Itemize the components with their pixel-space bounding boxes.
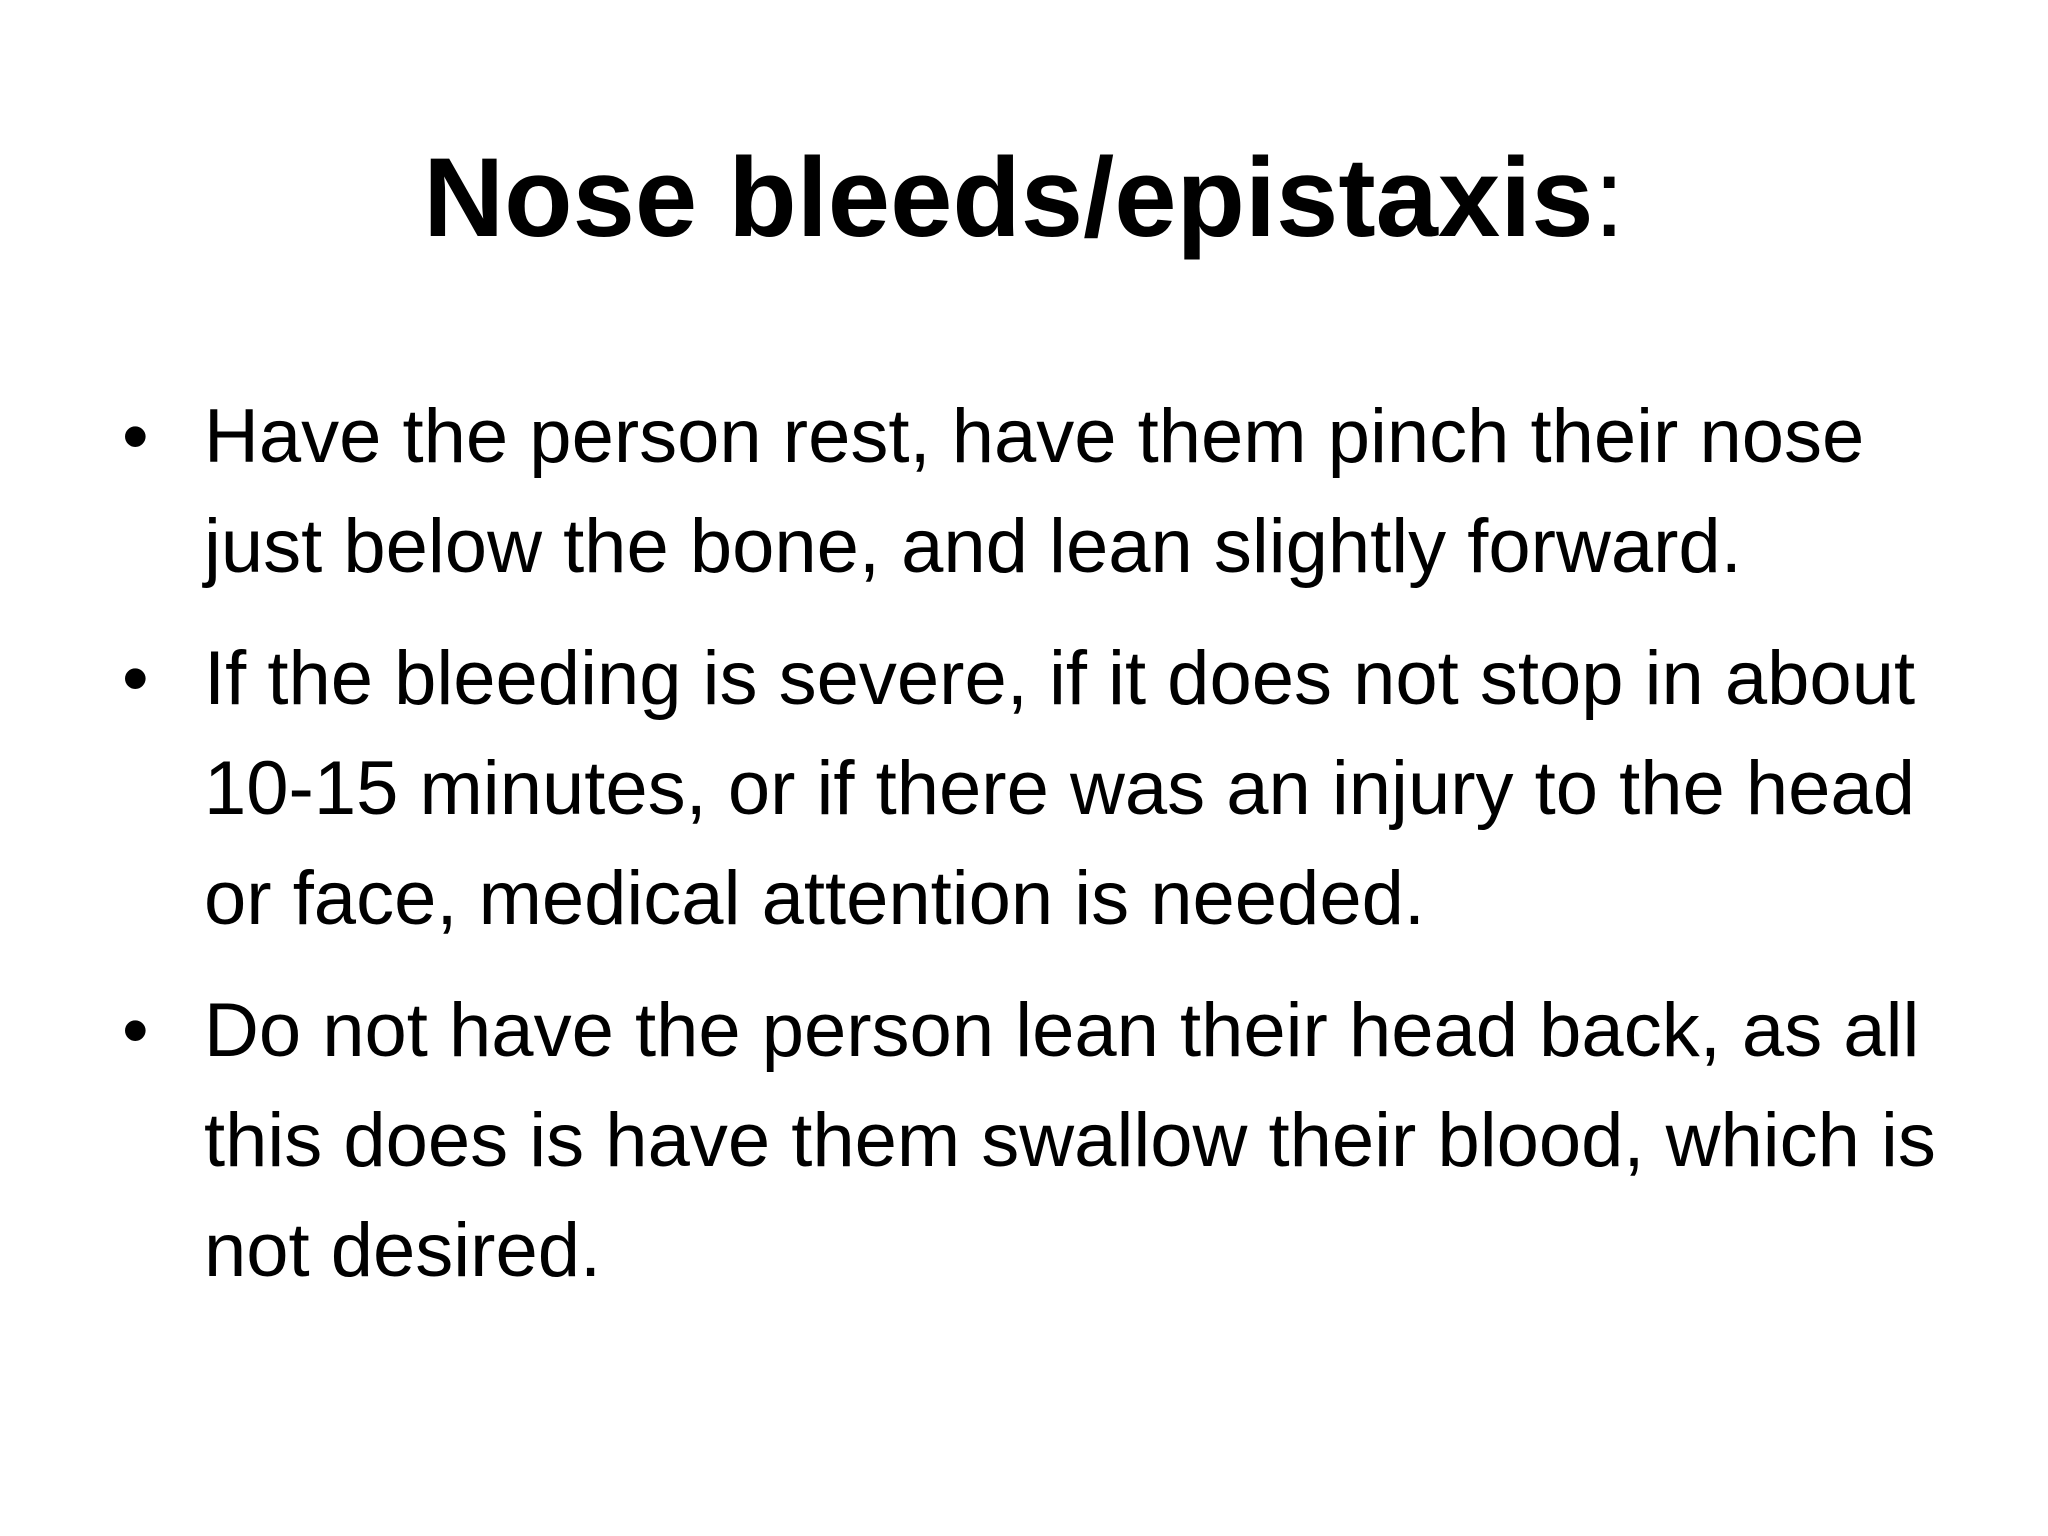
bullet-point-icon: • <box>122 394 149 479</box>
bullet-text: Do not have the person lean their head back, as all this does is have them swallow their blood, which is not desired. <box>204 988 1936 1293</box>
bullet-text: If the bleeding is severe, if it does not stop in about 10-15 minutes, or if there was an injury to the head or face, medical attention is needed. <box>204 636 1916 941</box>
bullet-point-icon: • <box>122 636 149 721</box>
bullet-item <box>120 624 1940 954</box>
bullet-item <box>120 382 1940 602</box>
bullet-list <box>120 382 1940 1328</box>
bullet-text: Have the person rest, have them pinch their nose just below the bone, and lean slightly forward. <box>204 394 1865 589</box>
bullet-item <box>120 976 1940 1306</box>
slide-title <box>0 128 2048 268</box>
bullet-point-icon: • <box>122 988 149 1073</box>
slide-title-text: Nose bleeds/epistaxis <box>423 135 1594 260</box>
slide-title-colon: : <box>1593 135 1625 260</box>
